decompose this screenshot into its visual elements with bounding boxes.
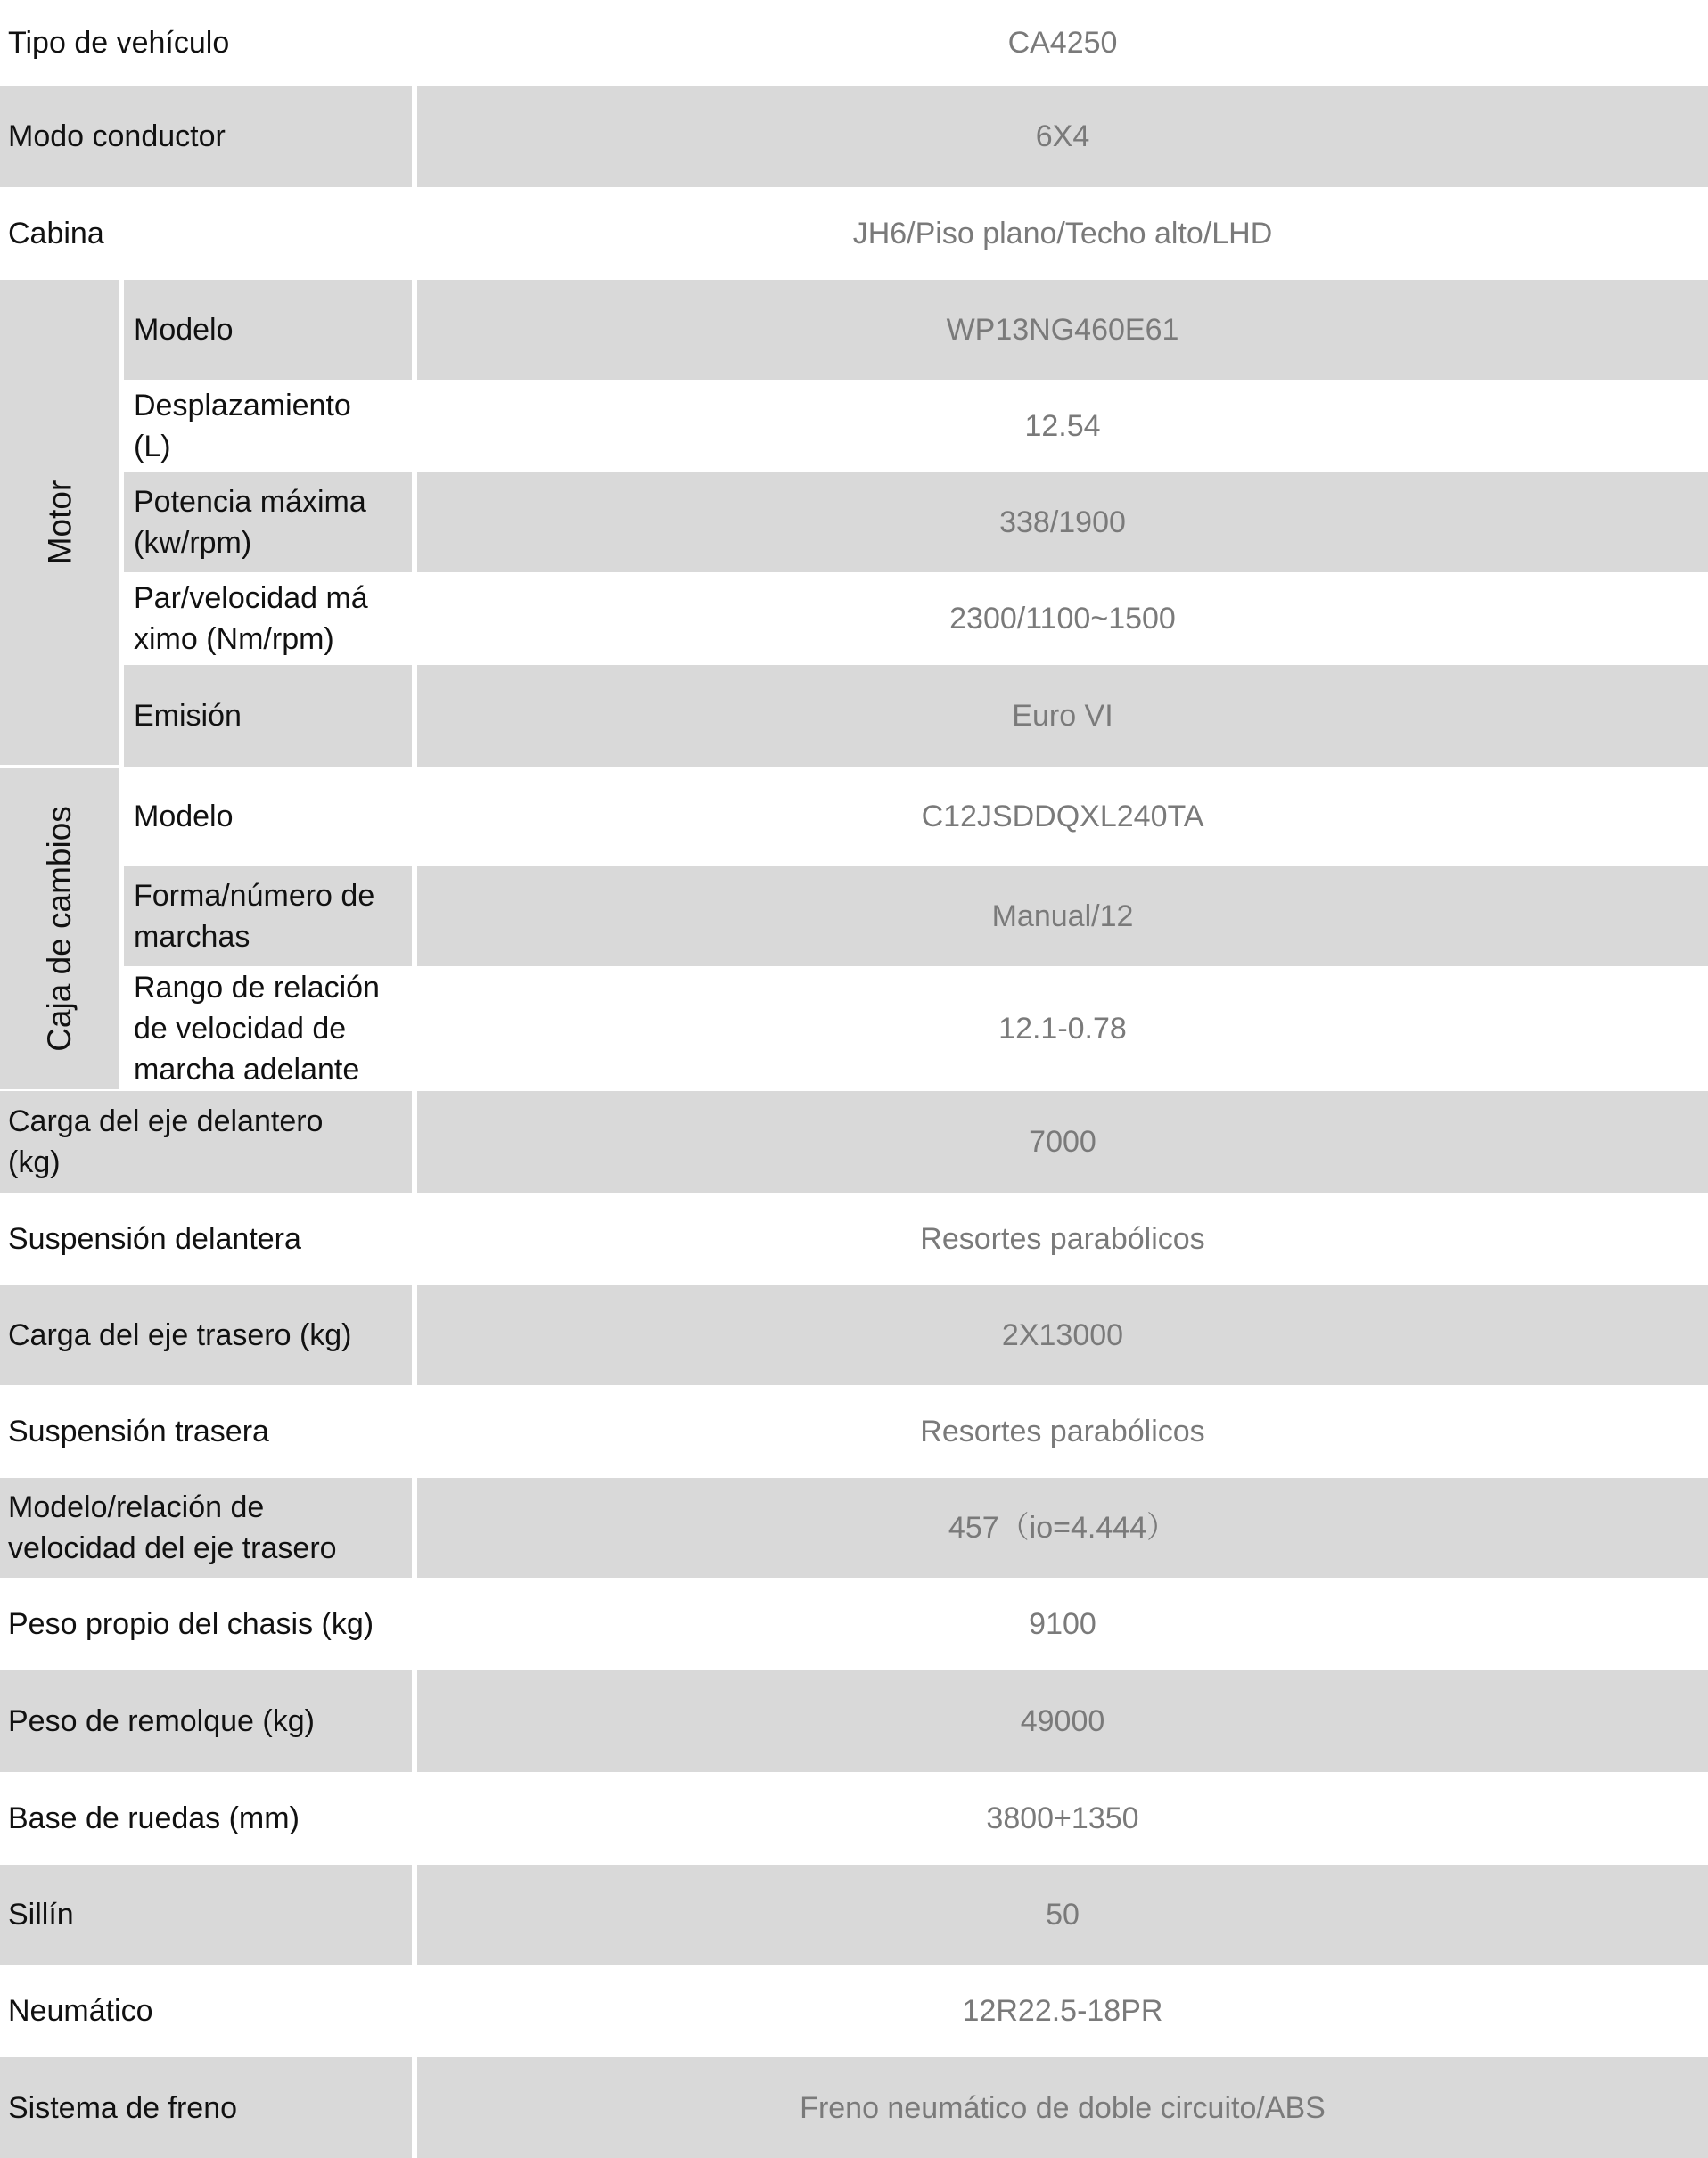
spec-label: Sistema de freno bbox=[8, 2090, 238, 2125]
spec-label: Peso propio del chasis (kg) bbox=[8, 1607, 374, 1641]
group-label-caja-de-cambios bbox=[0, 768, 119, 1089]
spec-value: Freno neumático de doble circuito/ABS bbox=[800, 2090, 1326, 2125]
spec-label: Rango de relación de velocidad de marcha adelante bbox=[134, 971, 380, 1087]
spec-value: 7000 bbox=[1029, 1125, 1096, 1159]
spec-label: Modelo bbox=[134, 313, 234, 347]
spec-value: 457（io=4.444） bbox=[948, 1511, 1178, 1545]
spec-value: 49000 bbox=[1020, 1704, 1105, 1738]
spec-label: Base de ruedas (mm) bbox=[8, 1801, 300, 1835]
spec-label: Carga del eje delantero (kg) bbox=[8, 1104, 324, 1179]
spec-value: 3800+1350 bbox=[986, 1801, 1139, 1835]
spec-value: 12.1-0.78 bbox=[998, 1012, 1127, 1046]
spec-value: CA4250 bbox=[1007, 26, 1118, 60]
spec-value: JH6/Piso plano/Techo alto/LHD bbox=[852, 217, 1273, 250]
spec-value: WP13NG460E61 bbox=[946, 313, 1179, 347]
group-label-motor bbox=[0, 280, 119, 765]
group-label-text: Motor bbox=[40, 480, 78, 565]
spec-label: Suspensión trasera bbox=[8, 1415, 269, 1448]
spec-value: Manual/12 bbox=[991, 899, 1134, 933]
spec-label: Emisión bbox=[134, 699, 242, 733]
spec-value: 12R22.5-18PR bbox=[962, 1994, 1163, 2028]
spec-value: 9100 bbox=[1029, 1607, 1096, 1641]
spec-value: Euro VI bbox=[1012, 699, 1113, 733]
spec-label: Par/velocidad má ximo (Nm/rpm) bbox=[134, 581, 368, 656]
spec-label: Modelo/relación de velocidad del eje trasero bbox=[8, 1490, 337, 1565]
spec-value: 12.54 bbox=[1024, 409, 1101, 443]
spec-value: 2X13000 bbox=[1001, 1318, 1124, 1352]
spec-value: Resortes parabólicos bbox=[920, 1415, 1205, 1448]
spec-value: 2300/1100~1500 bbox=[949, 602, 1176, 636]
spec-label: Desplazamiento (L) bbox=[134, 389, 351, 464]
group-label-text: Caja de cambios bbox=[41, 806, 78, 1052]
spec-label: Modelo bbox=[134, 800, 234, 833]
spec-label: Cabina bbox=[8, 217, 104, 250]
spec-label: Peso de remolque (kg) bbox=[8, 1704, 315, 1738]
spec-label: Potencia máxima (kw/rpm) bbox=[134, 485, 366, 560]
spec-value: Resortes parabólicos bbox=[920, 1222, 1205, 1256]
spec-value: 50 bbox=[1046, 1898, 1080, 1932]
spec-label: Neumático bbox=[8, 1994, 153, 2028]
spec-value: 6X4 bbox=[1035, 119, 1090, 153]
spec-label: Tipo de vehículo bbox=[8, 26, 230, 60]
group-divider bbox=[119, 280, 124, 1089]
spec-label: Sillín bbox=[8, 1898, 74, 1932]
spec-value: C12JSDDQXL240TA bbox=[921, 800, 1204, 833]
spec-value: 338/1900 bbox=[999, 505, 1126, 539]
spec-label: Carga del eje trasero (kg) bbox=[8, 1318, 352, 1352]
spec-label: Forma/número de marchas bbox=[134, 879, 375, 954]
spec-label: Suspensión delantera bbox=[8, 1222, 301, 1256]
spec-label: Modo conductor bbox=[8, 119, 226, 153]
